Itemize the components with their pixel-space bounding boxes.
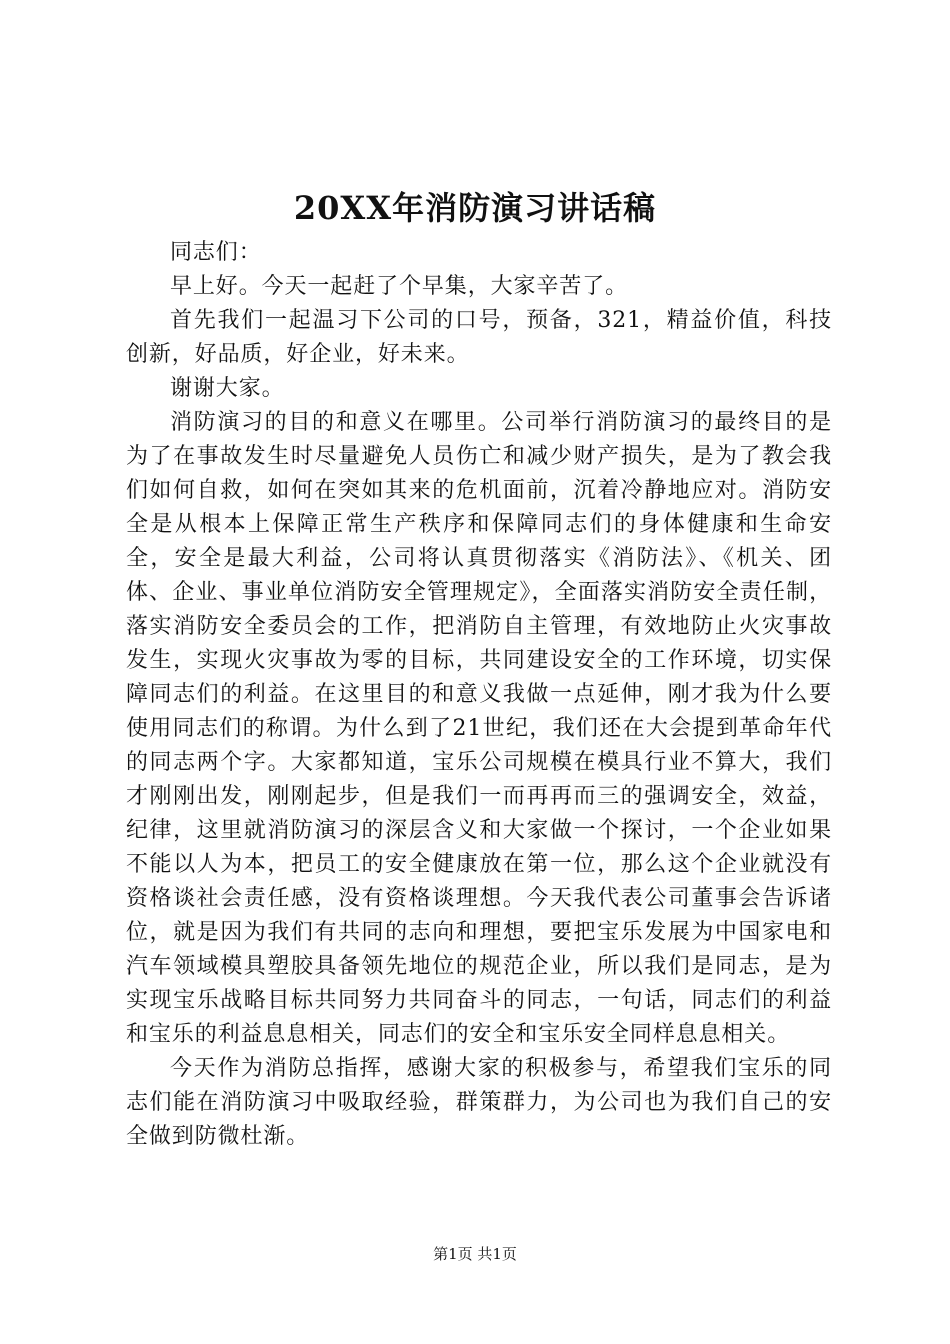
paragraph-morning: 早上好。今天一起赶了个早集，大家辛苦了。 xyxy=(170,274,629,299)
paragraph-thanks: 谢谢大家。 xyxy=(170,376,285,401)
page-number: 第1页 xyxy=(433,1245,473,1263)
paragraph-closing: 今天作为消防总指挥，感谢大家的积极参与，希望我们宝乐的同志们能在消防演习中吸取经验，群策群力，为公司也为我们自己的安全做到防微杜渐。 xyxy=(126,1056,832,1149)
paragraph-purpose: 消防演习的目的和意义在哪里。公司举行消防演习的最终目的是为了在事故发生时尽量避免人员伤亡和减少财产损失，是为了教会我们如何自救，如何在突如其来的危机面前，沉着冷静地应对。消防安全是从根本上保障正常生产秩序和保障同志们的身体健康和生命安全，安全是最大利益，公司将认真贯彻落实《消防法》、《机关、团体、企业、事业单位消防安全管理规定》，全面落实消防安全责任制，落实消防安全委员会的工作，把消防自主管理，有效地防止火灾事故发生，实现火灾事故为零的目标，共同建设安全的工作环境，切实保障同志们的利益。在这里目的和意义我做一点延伸，刚才我为什么要使用同志们的称谓。为什么到了21世纪，我们还在大会提到革命年代的同志两个字。大家都知道，宝乐公司规模在模具行业不算大，我们才刚刚出发，刚刚起步，但是我们一而再再而三的强调安全，效益，纪律，这里就消防演习的深层含义和大家做一个探讨，一个企业如果不能以人为本，把员工的安全健康放在第一位，那么这个企业就没有资格谈社会责任感，没有资格谈理想。今天我代表公司董事会告诉诸位，就是因为我们有共同的志向和理想，要把宝乐发展为中国家电和汽车领域模具塑胶具备领先地位的规范企业，所以我们是同志，是为实现宝乐战略目标共同努力共同奋斗的同志，一句话，同志们的利益和宝乐的利益息息相关，同志们的安全和宝乐安全同样息息相关。 xyxy=(126,410,832,1047)
page-footer xyxy=(0,1243,950,1265)
page-total: 共1页 xyxy=(477,1245,517,1263)
paragraph-greeting: 同志们： xyxy=(170,240,262,265)
paragraph-slogan: 首先我们一起温习下公司的口号，预备，321，精益价值，科技创新，好品质，好企业，好未来。 xyxy=(126,308,832,367)
document-title: 20XX年消防演习讲话稿 xyxy=(293,189,657,227)
document-body xyxy=(126,236,832,1154)
